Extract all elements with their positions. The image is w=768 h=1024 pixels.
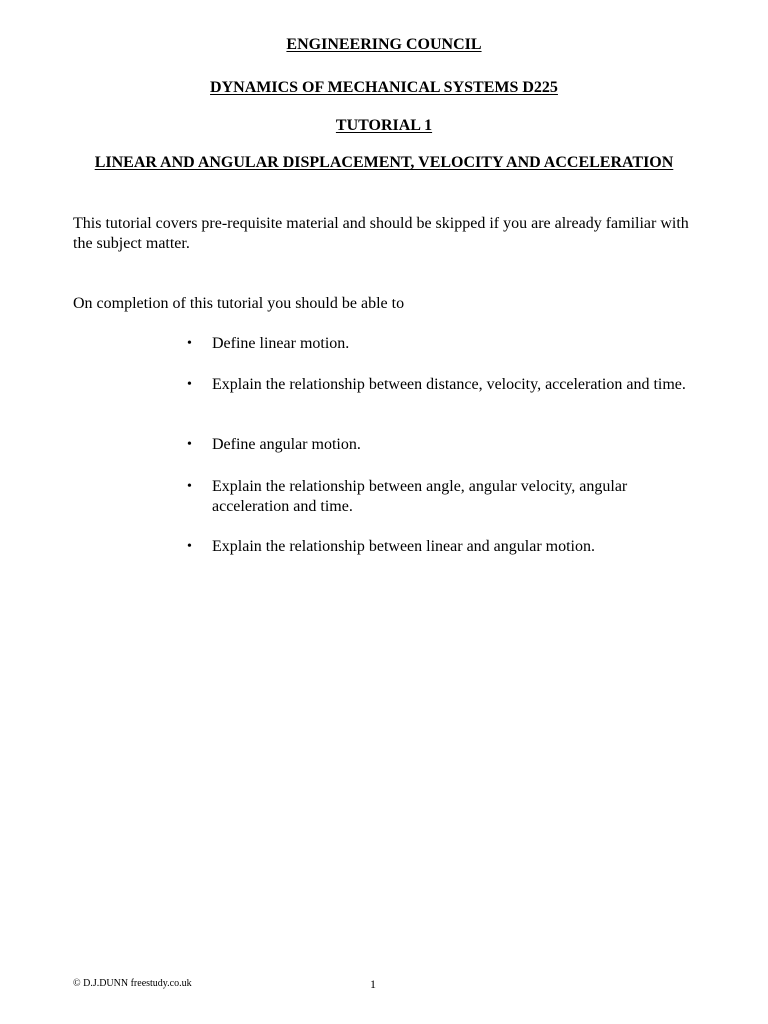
bullet-icon: • [187,437,192,452]
objective-text: Define angular motion. [212,436,361,453]
list-item [187,375,692,395]
footer-page-number: 1 [370,977,376,991]
list-item [187,435,692,455]
heading-council [0,35,768,55]
objective-text: Explain the relationship between angle, angular velocity, angular acceleration and time. [212,478,628,515]
heading-council-text: ENGINEERING COUNCIL [286,36,482,53]
objectives-lead: On completion of this tutorial you should be able to [73,295,405,312]
heading-topic [84,153,684,173]
heading-tutorial-text: TUTORIAL 1 [335,117,433,134]
footer-copyright: © D.J.DUNN freestudy.co.uk [73,978,192,989]
bullet-icon: • [187,479,192,494]
heading-tutorial [0,116,768,136]
list-item [187,537,692,557]
bullet-icon: • [187,336,192,351]
heading-course-text: DYNAMICS OF MECHANICAL SYSTEMS D225 [210,79,558,96]
objective-text: Explain the relationship between distance, velocity, acceleration and time. [212,376,686,393]
objective-text: Explain the relationship between linear and angular motion. [212,538,595,555]
list-item [187,477,692,517]
bullet-icon: • [187,539,192,554]
heading-topic-text: LINEAR AND ANGULAR DISPLACEMENT, VELOCITY AND ACCELERATION [94,154,674,171]
intro-paragraph: This tutorial covers pre-requisite material and should be skipped if you are already familiar with the subject matter. [73,215,689,252]
list-item [187,334,692,354]
bullet-icon: • [187,377,192,392]
heading-course [0,78,768,98]
objective-text: Define linear motion. [212,335,350,352]
